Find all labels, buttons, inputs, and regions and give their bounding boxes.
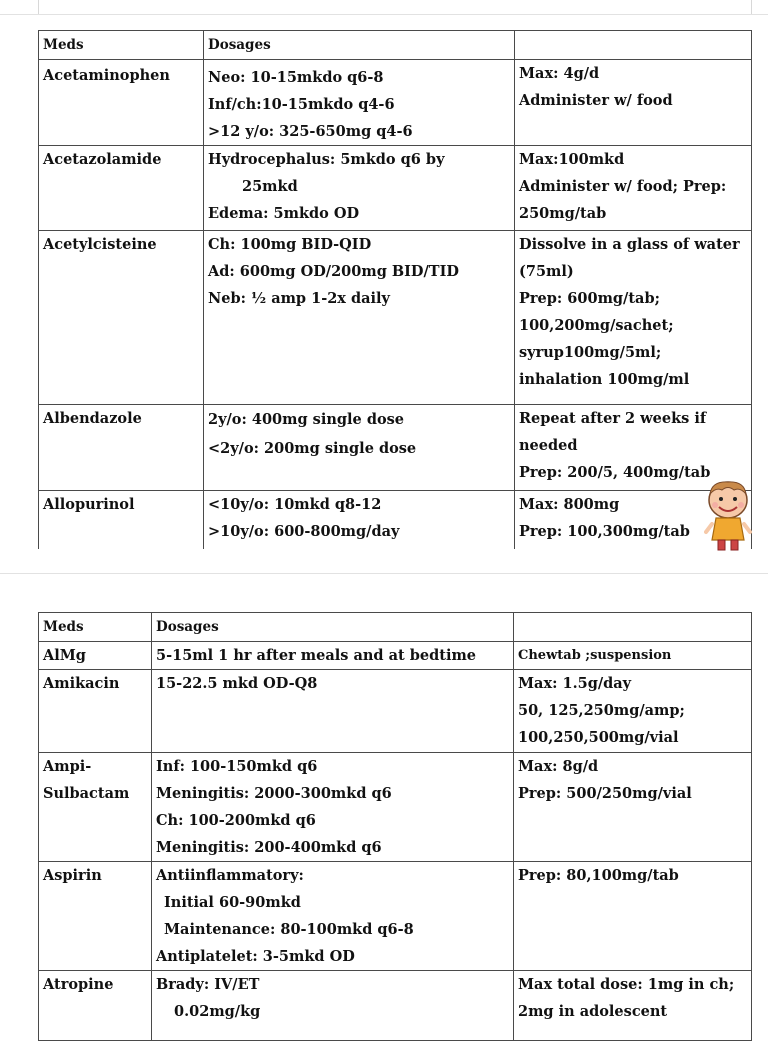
notes-line: Administer w/ food; Prep: [519, 178, 727, 195]
notes-line: Prep: 80,100mg/tab [518, 867, 679, 884]
dosage-line: Meningitis: 2000-300mkd q6 [156, 785, 392, 802]
notes-line: Repeat after 2 weeks if [519, 410, 707, 427]
notes-line: 100,250,500mg/vial [518, 729, 679, 746]
table-header-row [39, 31, 752, 60]
notes-line: inhalation 100mg/ml [519, 371, 690, 388]
dosage-cell [204, 231, 515, 405]
dosage-line: Edema: 5mkdo OD [208, 205, 360, 222]
dosage-line: <10y/o: 10mkd q8-12 [208, 496, 382, 513]
med-name: Albendazole [39, 405, 204, 491]
notes-cell [514, 670, 752, 753]
dosage-cell [204, 60, 515, 146]
notes-line: Max: 800mg [519, 496, 620, 513]
page-edge-right [751, 0, 752, 14]
table-row [39, 642, 752, 670]
notes-line: Chewtab ;suspension [518, 648, 672, 663]
notes-cell [515, 146, 752, 231]
dosage-cell [152, 971, 514, 1041]
med-name: Aspirin [39, 862, 152, 971]
dosage-cell [204, 405, 515, 491]
notes-line: Prep: 600mg/tab; [519, 290, 660, 307]
dosage-line: 0.02mg/kg [174, 1003, 261, 1020]
dosage-line: <2y/o: 200mg single dose [208, 440, 417, 457]
medication-table-1 [38, 30, 752, 549]
med-name: Ampi- Sulbactam [39, 753, 152, 862]
dosage-line: Neb: ½ amp 1-2x daily [208, 290, 390, 307]
table-row [39, 146, 752, 231]
dosage-line: Antiinflammatory: [156, 867, 304, 884]
dosage-cell [204, 146, 515, 231]
notes-line: 250mg/tab [519, 205, 607, 222]
dosage-line: Inf: 100-150mkd q6 [156, 758, 318, 775]
notes-line: Dissolve in a glass of water [519, 236, 740, 253]
table-header-row [39, 613, 752, 642]
notes-cell [514, 753, 752, 862]
page-separator [0, 14, 768, 15]
notes-cell [515, 231, 752, 405]
notes-line: Max: 1.5g/day [518, 675, 632, 692]
dosage-line: Antiplatelet: 3-5mkd OD [156, 948, 355, 965]
table-row [39, 231, 752, 405]
dosage-line: >12 y/o: 325-650mg q4-6 [208, 123, 413, 140]
dosage-line: Meningitis: 200-400mkd q6 [156, 839, 382, 856]
dosage-cell [152, 753, 514, 862]
notes-cell [514, 862, 752, 971]
dosage-line: Ch: 100-200mkd q6 [156, 812, 316, 829]
dosage-cell [152, 670, 514, 753]
dosage-line: >10y/o: 600-800mg/day [208, 523, 400, 540]
table-row [39, 862, 752, 971]
notes-line: 2mg in adolescent [518, 1003, 668, 1020]
notes-line: Prep: 100,300mg/tab [519, 523, 690, 540]
table-row [39, 491, 752, 549]
notes-line: Max:100mkd [519, 151, 625, 168]
med-name: Acetylcisteine [39, 231, 204, 405]
notes-line: Max total dose: 1mg in ch; [518, 976, 735, 993]
med-name: Atropine [39, 971, 152, 1041]
cartoon-kid-icon [704, 478, 752, 554]
med-name: Acetazolamide [39, 146, 204, 231]
table-row [39, 405, 752, 491]
table-row [39, 971, 752, 1041]
dosage-line: Initial 60-90mkd [164, 894, 301, 911]
notes-line: 50, 125,250mg/amp; [518, 702, 685, 719]
header-notes [514, 613, 752, 642]
table-row [39, 670, 752, 753]
notes-cell [515, 60, 752, 146]
dosage-line: 5-15ml 1 hr after meals and at bedtime [156, 647, 477, 664]
notes-cell [514, 642, 752, 670]
notes-line: 100,200mg/sachet; [519, 317, 674, 334]
med-name: Allopurinol [39, 491, 204, 549]
page-separator [0, 573, 768, 574]
header-dosages: Dosages [204, 31, 515, 60]
dosage-line: 2y/o: 400mg single dose [208, 411, 405, 428]
dosage-cell [204, 491, 515, 549]
dosage-cell [152, 862, 514, 971]
notes-line: Prep: 500/250mg/vial [518, 785, 692, 802]
dosage-line: 25mkd [242, 178, 298, 195]
dosage-line: Ch: 100mg BID-QID [208, 236, 372, 253]
notes-cell [514, 971, 752, 1041]
table-row [39, 60, 752, 146]
dosage-line: Ad: 600mg OD/200mg BID/TID [208, 263, 459, 280]
notes-line: (75ml) [519, 263, 574, 280]
med-name: Acetaminophen [39, 60, 204, 146]
dosage-line: Maintenance: 80-100mkd q6-8 [164, 921, 414, 938]
notes-line: Prep: 200/5, 400mg/tab [519, 464, 711, 481]
dosage-line: Brady: IV/ET [156, 976, 260, 993]
dosage-line: Inf/ch:10-15mkdo q4-6 [208, 96, 395, 113]
notes-line: Max: 4g/d [519, 65, 600, 82]
dosage-line: 15-22.5 mkd OD-Q8 [156, 675, 318, 692]
medication-table-2 [38, 612, 752, 1041]
header-meds: Meds [39, 31, 204, 60]
dosage-cell [152, 642, 514, 670]
dosage-line: Neo: 10-15mkdo q6-8 [208, 69, 384, 86]
header-notes [515, 31, 752, 60]
table-row [39, 753, 752, 862]
notes-line: needed [519, 437, 578, 454]
dosage-line: Hydrocephalus: 5mkdo q6 by [208, 151, 445, 168]
med-name: Amikacin [39, 670, 152, 753]
header-dosages: Dosages [152, 613, 514, 642]
med-name: AlMg [39, 642, 152, 670]
header-meds: Meds [39, 613, 152, 642]
notes-line: syrup100mg/5ml; [519, 344, 662, 361]
notes-line: Administer w/ food [519, 92, 673, 109]
page-edge-left [38, 0, 39, 14]
notes-line: Max: 8g/d [518, 758, 599, 775]
